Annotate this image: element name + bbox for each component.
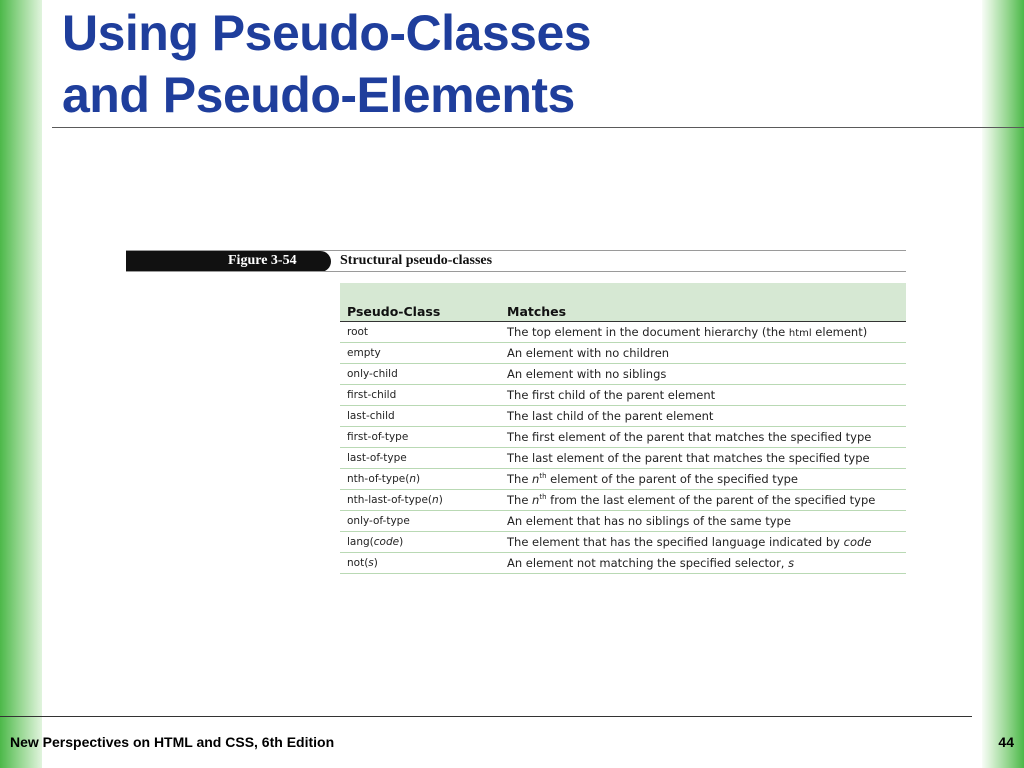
title-divider <box>52 127 1024 128</box>
right-green-border <box>980 0 1024 768</box>
table-row <box>340 343 906 364</box>
column-header-pseudo-class: Pseudo-Class <box>340 283 500 322</box>
matches-cell: An element with no siblings <box>500 364 906 385</box>
pseudo-class-cell: root <box>340 322 500 343</box>
table-row <box>340 469 906 490</box>
matches-variable: code <box>843 535 872 549</box>
matches-text: The <box>507 493 533 507</box>
pseudo-class-text: ) <box>373 557 378 569</box>
pseudo-class-text: ) <box>399 536 404 548</box>
matches-variable: n <box>532 472 540 486</box>
figure-number: Figure 3-54 <box>228 253 297 268</box>
pseudo-class-table-container <box>340 283 906 574</box>
footer-book-title: New Perspectives on HTML and CSS, 6th Edition <box>10 734 335 750</box>
figure-caption: Structural pseudo-classes <box>340 253 493 268</box>
matches-text: The <box>507 472 533 486</box>
table-row <box>340 490 906 511</box>
table-row <box>340 385 906 406</box>
pseudo-class-text: ) <box>438 494 443 506</box>
matches-cell: The last element of the parent that matches the specified type <box>500 448 906 469</box>
matches-cell <box>500 532 906 553</box>
matches-variable: n <box>532 493 540 507</box>
table-row <box>340 364 906 385</box>
pseudo-class-cell: only-child <box>340 364 500 385</box>
slide-title-line1: Using Pseudo-Classes <box>62 5 592 61</box>
pseudo-class-text: nth-of-type( <box>347 473 410 485</box>
matches-text: The top element in the document hierarchy (the <box>507 325 789 339</box>
table-row <box>340 406 906 427</box>
slide-title <box>62 2 591 126</box>
pseudo-class-cell: only-of-type <box>340 511 500 532</box>
matches-variable: s <box>788 556 795 570</box>
pseudo-class-text: not( <box>347 557 369 569</box>
pseudo-class-cell <box>340 553 500 574</box>
pseudo-class-cell: empty <box>340 343 500 364</box>
table-row <box>340 532 906 553</box>
matches-text: An element not matching the specified selector, <box>507 556 789 570</box>
pseudo-class-cell: last-child <box>340 406 500 427</box>
matches-text: element) <box>811 325 868 339</box>
column-header-matches: Matches <box>500 283 906 322</box>
matches-code: html <box>788 328 812 339</box>
pseudo-class-variable: s <box>368 557 374 569</box>
pseudo-class-cell: last-of-type <box>340 448 500 469</box>
pseudo-class-cell <box>340 532 500 553</box>
matches-text: The element that has the specified language indicated by <box>507 535 844 549</box>
matches-cell: The last child of the parent element <box>500 406 906 427</box>
pseudo-class-variable: n <box>409 473 416 485</box>
table-row <box>340 448 906 469</box>
matches-cell <box>500 553 906 574</box>
matches-cell: An element that has no siblings of the same type <box>500 511 906 532</box>
table-row <box>340 511 906 532</box>
pseudo-class-variable: code <box>373 536 400 548</box>
pseudo-class-cell: first-child <box>340 385 500 406</box>
pseudo-class-cell <box>340 490 500 511</box>
pseudo-class-cell: first-of-type <box>340 427 500 448</box>
table-row <box>340 553 906 574</box>
pseudo-class-text: lang( <box>347 536 374 548</box>
pseudo-class-cell <box>340 469 500 490</box>
matches-text: element of the parent of the specified type <box>546 472 798 486</box>
pseudo-class-variable: n <box>432 494 439 506</box>
matches-text: from the last element of the parent of the specified type <box>546 493 876 507</box>
table-row <box>340 322 906 343</box>
page-number: 44 <box>998 734 1014 750</box>
pseudo-class-table <box>340 283 906 574</box>
matches-superscript: th <box>539 472 547 481</box>
matches-cell <box>500 490 906 511</box>
pseudo-class-text: ) <box>415 473 421 485</box>
table-header-row <box>340 283 906 322</box>
matches-cell: An element with no children <box>500 343 906 364</box>
matches-superscript: th <box>539 493 547 502</box>
pseudo-class-text: nth-last-of-type( <box>347 494 433 506</box>
matches-cell: The first child of the parent element <box>500 385 906 406</box>
figure-bottom-rule <box>126 271 906 272</box>
matches-cell: The first element of the parent that matches the specified type <box>500 427 906 448</box>
slide-title-line2: and Pseudo-Elements <box>62 67 575 123</box>
footer-divider <box>0 716 972 717</box>
matches-cell <box>500 469 906 490</box>
table-row <box>340 427 906 448</box>
matches-cell <box>500 322 906 343</box>
